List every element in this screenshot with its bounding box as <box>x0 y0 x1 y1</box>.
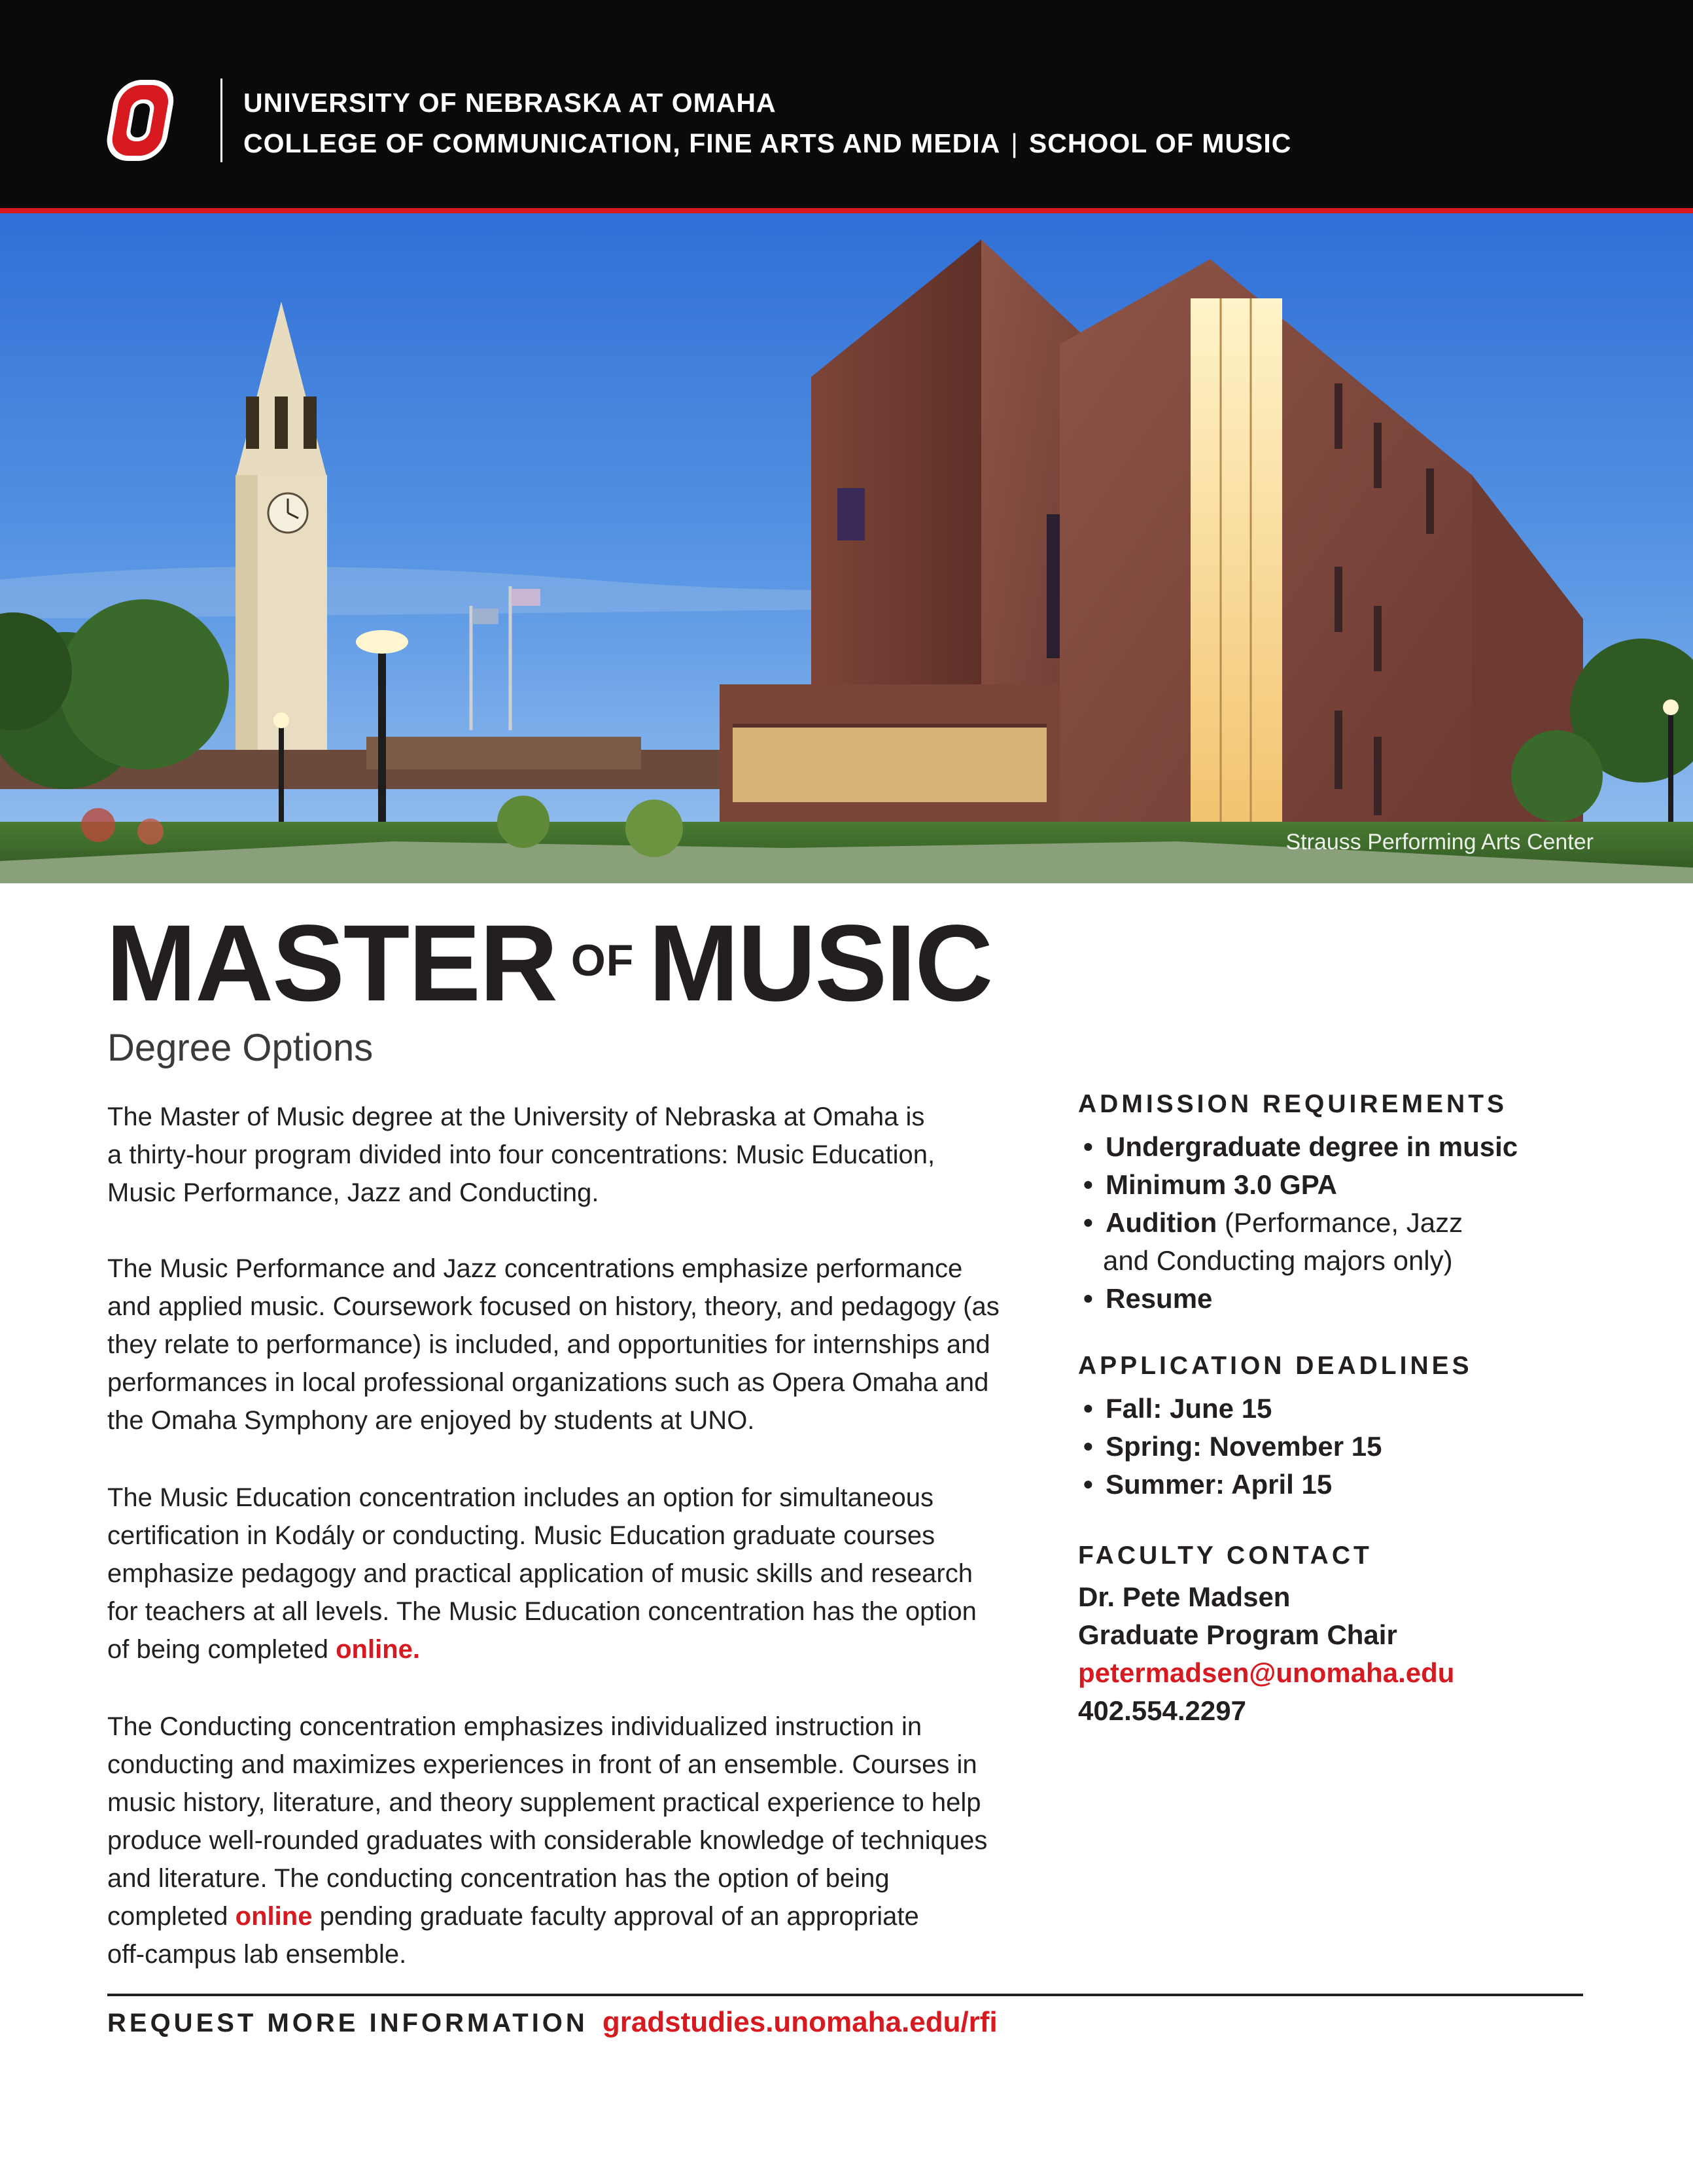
footer-rule <box>107 1994 1583 1996</box>
text-line: off-campus lab ensemble. <box>107 1940 407 1969</box>
text-line: performances in local professional organizations such as Opera Omaha and <box>107 1368 989 1397</box>
performance-jazz-paragraph <box>107 1250 1049 1439</box>
list-item <box>1078 1280 1575 1318</box>
text-line: certification in Kodály or conducting. Music Education graduate courses <box>107 1521 935 1550</box>
campus-illustration <box>0 213 1693 883</box>
bullet-icon: • <box>1083 1283 1093 1314</box>
page-title <box>106 902 992 1026</box>
bullet-icon: • <box>1083 1131 1093 1162</box>
footer <box>107 2006 998 2039</box>
text-line: and literature. The conducting concentration has the option of being <box>107 1864 890 1893</box>
header-bar <box>0 0 1693 208</box>
subtitle: Degree Options <box>107 1027 374 1069</box>
item-text: Audition <box>1106 1207 1217 1238</box>
online-link-conducting[interactable]: online <box>235 1902 313 1931</box>
header-red-rule <box>0 208 1693 213</box>
bullet-icon: • <box>1083 1207 1093 1238</box>
text-line: the Omaha Symphony are enjoyed by students at UNO. <box>107 1406 755 1435</box>
admission-requirements <box>1078 1090 1575 1318</box>
text-line: they relate to performance) is included, and opportunities for internships and <box>107 1330 990 1359</box>
list-item <box>1078 1466 1575 1504</box>
conducting-paragraph <box>107 1708 1049 1973</box>
bullet-icon: • <box>1083 1469 1093 1500</box>
bullet-icon: • <box>1083 1431 1093 1462</box>
text-line: for teachers at all levels. The Music Education concentration has the option <box>107 1597 977 1626</box>
item-note-line2: and Conducting majors only) <box>1103 1245 1453 1276</box>
list-item <box>1078 1428 1575 1466</box>
faculty-heading: FACULTY CONTACT <box>1078 1541 1372 1570</box>
university-name: UNIVERSITY OF NEBRASKA AT OMAHA <box>243 88 777 118</box>
item-text: Minimum 3.0 GPA <box>1106 1169 1337 1200</box>
online-link-music-education[interactable]: online. <box>336 1635 421 1664</box>
text-line: emphasize pedagogy and practical application of music skills and research <box>107 1559 973 1588</box>
college-school-line <box>243 128 1291 159</box>
list-item <box>1078 1166 1575 1204</box>
title-of: OF <box>570 936 635 985</box>
deadlines-heading: APPLICATION DEADLINES <box>1078 1352 1473 1380</box>
hero-photo <box>0 213 1693 883</box>
item-text: Resume <box>1106 1283 1213 1314</box>
header-separator: | <box>1011 128 1019 158</box>
text-line: The Music Education concentration includes an option for simultaneous <box>107 1483 934 1512</box>
school-name: SCHOOL OF MUSIC <box>1028 128 1292 158</box>
faculty-role: Graduate Program Chair <box>1078 1619 1397 1650</box>
text-line: The Conducting concentration emphasizes individualized instruction in <box>107 1712 922 1741</box>
text-line: and applied music. Coursework focused on history, theory, and pedagogy (as <box>107 1292 1000 1321</box>
list-item <box>1078 1204 1575 1280</box>
intro-paragraph <box>107 1098 1049 1212</box>
request-info-label: REQUEST MORE INFORMATION <box>107 2009 588 2037</box>
deadlines-list <box>1078 1390 1575 1504</box>
item-text: Summer: April 15 <box>1106 1469 1333 1500</box>
item-text: Spring: November 15 <box>1106 1431 1382 1462</box>
text-line: The Master of Music degree at the University of Nebraska at Omaha is <box>107 1102 925 1131</box>
header-divider <box>220 79 222 162</box>
text-line: Music Performance, Jazz and Conducting. <box>107 1178 599 1207</box>
text-line: produce well-rounded graduates with considerable knowledge of techniques <box>107 1826 988 1855</box>
college-name: COLLEGE OF COMMUNICATION, FINE ARTS AND MEDIA <box>243 128 1001 158</box>
list-item <box>1078 1390 1575 1428</box>
text-line: music history, literature, and theory supplement practical experience to help <box>107 1788 981 1817</box>
bullet-icon: • <box>1083 1393 1093 1424</box>
list-item <box>1078 1128 1575 1166</box>
admission-heading: ADMISSION REQUIREMENTS <box>1078 1090 1508 1118</box>
text-line: a thirty-hour program divided into four concentrations: Music Education, <box>107 1140 935 1169</box>
faculty-contact <box>1078 1541 1575 1730</box>
text-line: The Music Performance and Jazz concentrations emphasize performance <box>107 1254 963 1283</box>
admission-list <box>1078 1128 1575 1318</box>
title-master: MASTER <box>106 903 557 1024</box>
bullet-icon: • <box>1083 1169 1093 1200</box>
item-note: (Performance, Jazz <box>1217 1207 1463 1238</box>
text-line <box>107 1630 1049 1668</box>
application-deadlines <box>1078 1352 1575 1504</box>
request-info-link[interactable]: gradstudies.unomaha.edu/rfi <box>602 2006 998 2038</box>
faculty-name: Dr. Pete Madsen <box>1078 1581 1291 1612</box>
faculty-email-link[interactable]: petermadsen@unomaha.edu <box>1078 1657 1455 1688</box>
text-fragment: pending graduate faculty approval of an appropriate <box>312 1902 919 1931</box>
text-line: conducting and maximizes experiences in front of an ensemble. Courses in <box>107 1750 977 1779</box>
text-fragment: completed <box>107 1902 236 1931</box>
item-text: Fall: June 15 <box>1106 1393 1272 1424</box>
uno-o-logo-icon <box>106 77 178 164</box>
title-music: MUSIC <box>648 903 992 1024</box>
hero-caption: Strauss Performing Arts Center <box>1285 830 1594 854</box>
faculty-phone: 402.554.2297 <box>1078 1695 1246 1726</box>
music-education-paragraph <box>107 1479 1049 1668</box>
item-text: Undergraduate degree in music <box>1106 1131 1518 1162</box>
text-fragment: of being completed <box>107 1635 336 1664</box>
text-line <box>107 1897 1049 1935</box>
